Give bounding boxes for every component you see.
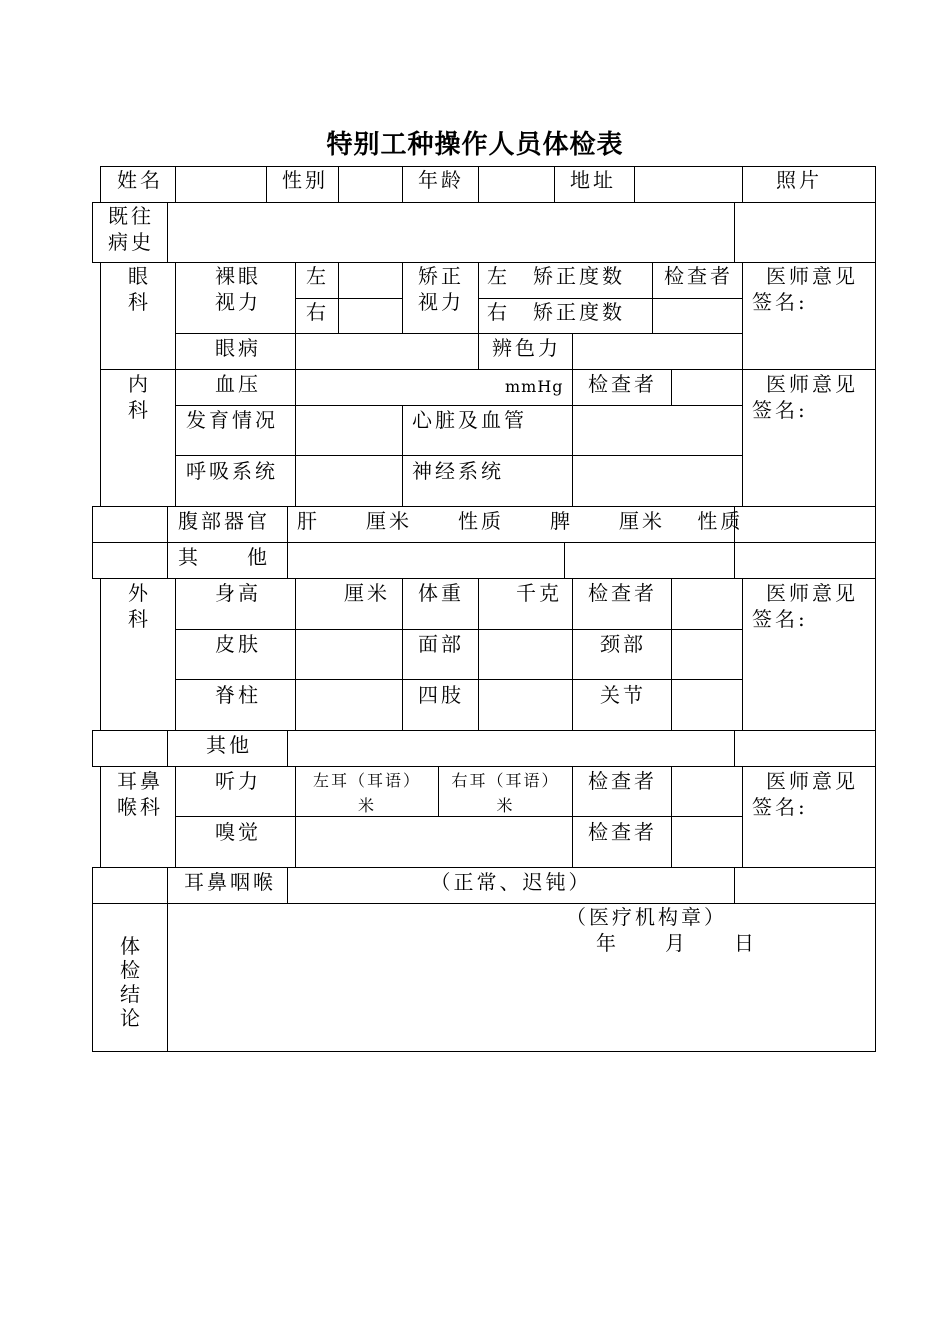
internal-dept-label-2: 科 [128, 398, 151, 422]
limbs-label: 四肢 [418, 683, 464, 707]
name-label: 姓名 [117, 168, 163, 192]
surgery-signature-label: 签名: [752, 607, 808, 631]
eye-examiner-label: 检查者 [664, 264, 733, 288]
surgery-dept-label-1: 外 [128, 581, 151, 605]
face-label: 面部 [418, 632, 464, 656]
ent-dept-label-1: 耳鼻 [117, 769, 163, 793]
corrected-vision-label-1: 矫正 [418, 264, 464, 288]
weight-label: 体重 [418, 581, 464, 605]
internal-doctor-opinion-label: 医师意见 [766, 372, 858, 396]
skin-label: 皮肤 [215, 632, 261, 656]
smell-label: 嗅觉 [215, 820, 261, 844]
conclusion-label: 体检结论 [120, 934, 140, 1030]
naked-vision-label-2: 视力 [215, 290, 261, 314]
spine-label: 脊柱 [215, 683, 261, 707]
ent-signature-label: 签名: [752, 795, 808, 819]
history-label-2: 病史 [108, 230, 154, 254]
other-label-2: 其他 [206, 733, 252, 757]
internal-dept-label-1: 内 [128, 372, 151, 396]
history-label-1: 既往 [108, 204, 154, 228]
ent-throat-content: （正常、迟钝） [430, 870, 592, 894]
surgery-doctor-opinion-label: 医师意见 [766, 581, 858, 605]
growth-label: 发育情况 [186, 408, 278, 432]
left-ear-unit: 米 [357, 796, 376, 815]
right-eye-label: 右 [306, 300, 329, 324]
internal-examiner-label: 检查者 [588, 372, 657, 396]
color-vision-label: 辨色力 [492, 336, 561, 360]
blood-pressure-unit: mmHg [505, 377, 564, 396]
abdomen-label: 腹部器官 [178, 509, 270, 533]
internal-signature-label: 签名: [752, 398, 808, 422]
photo-label: 照片 [776, 168, 822, 192]
left-eye-label: 左 [306, 264, 329, 288]
smell-examiner-label: 检查者 [588, 820, 657, 844]
joints-label: 关节 [600, 683, 646, 707]
right-ear-unit: 米 [496, 796, 515, 815]
height-label: 身高 [215, 581, 261, 605]
heart-label: 心脏及血管 [412, 408, 527, 432]
left-ear-label: 左耳（耳语） [312, 771, 421, 790]
corrected-vision-label-2: 视力 [418, 290, 464, 314]
institution-stamp-label: （医疗机构章） [566, 905, 727, 929]
naked-vision-label-1: 裸眼 [215, 264, 261, 288]
age-label: 年龄 [418, 168, 464, 192]
eye-dept-label-2: 科 [128, 290, 151, 314]
ent-doctor-opinion-label: 医师意见 [766, 769, 858, 793]
address-label: 地址 [570, 168, 616, 192]
eye-dept-label-1: 眼 [128, 264, 151, 288]
ent-throat-label: 耳鼻咽喉 [184, 870, 276, 894]
weight-unit: 千克 [516, 581, 562, 605]
right-ear-label: 右耳（耳语） [451, 771, 560, 790]
conclusion-date-label: 年 月 日 [596, 931, 757, 955]
ent-examiner-label: 检查者 [588, 769, 657, 793]
gender-label: 性别 [282, 168, 328, 192]
abdomen-content: 肝 厘米 性质 脾 厘米 性质 [297, 509, 744, 533]
right-correction-label: 右 矫正度数 [487, 300, 625, 324]
other-label-1: 其 他 [178, 545, 270, 569]
surgery-dept-label-2: 科 [128, 607, 151, 631]
page-title: 特别工种操作人员体检表 [326, 130, 624, 160]
neck-label: 颈部 [600, 632, 646, 656]
left-correction-label: 左 矫正度数 [487, 264, 625, 288]
eye-disease-label: 眼病 [215, 336, 261, 360]
hearing-label: 听力 [215, 769, 261, 793]
eye-signature-label: 签名: [752, 290, 808, 314]
height-unit: 厘米 [344, 581, 390, 605]
nervous-label: 神经系统 [412, 459, 504, 483]
eye-doctor-opinion-label: 医师意见 [766, 264, 858, 288]
ent-dept-label-2: 喉科 [117, 795, 163, 819]
blood-pressure-label: 血压 [215, 372, 261, 396]
respiratory-label: 呼吸系统 [186, 459, 278, 483]
surgery-examiner-label: 检查者 [588, 581, 657, 605]
